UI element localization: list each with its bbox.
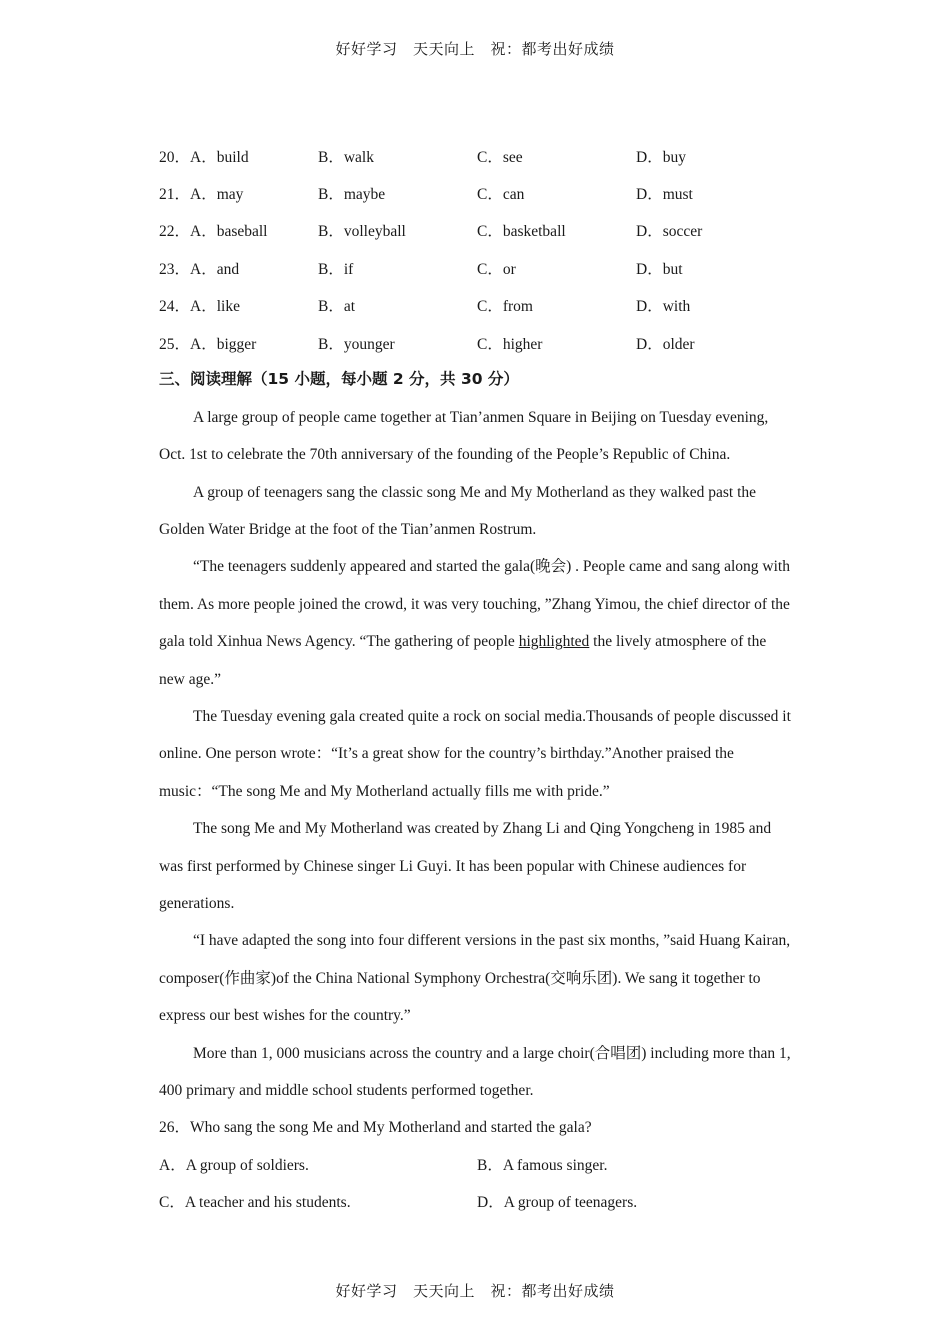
option-a: 21．A．may	[159, 186, 244, 204]
option-c: C．higher	[477, 335, 543, 353]
option-b: B．if	[318, 260, 354, 278]
option-d: D．must	[636, 186, 693, 204]
option-d: D．but	[636, 260, 683, 278]
option-a: 23．A．and	[159, 260, 240, 278]
section-title: 三、阅读理解（15 小题，每小题 2 分，共 30 分）	[159, 370, 519, 389]
passage-paragraph: The Tuesday evening gala created quite a rock on social media.Thousands of people discussed it online. One person wrote：“It’s a great show for the country’s birthday.”Another praised the music：“The song Me and My Motherland actually fills me with pride.”	[159, 707, 791, 800]
page-header: 好好学习 天天向上 祝：都考出好成绩	[335, 40, 615, 58]
passage-paragraph: A large group of people came together at Tian’anmen Square in Beijing on Tuesday evening, Oct. 1st to celebrate the 70th anniversary of the founding of the People’s Republic of China.	[159, 408, 769, 464]
answer-option-c: C．A teacher and his students.	[159, 1194, 351, 1212]
option-a: 22．A．baseball	[159, 223, 268, 241]
question-options-row	[159, 174, 795, 211]
passage-paragraph: “I have adapted the song into four different versions in the past six months, ”said Huang Kairan, composer(作曲家)of the China National Symphony Orchestra(交响乐团). We sang it together to express our best wishes for the country.”	[159, 932, 791, 1025]
answer-option-d: D．A group of teenagers.	[477, 1194, 638, 1212]
option-c: C．see	[477, 148, 523, 166]
question-options-row	[159, 137, 795, 174]
passage-paragraph: The song Me and My Motherland was created by Zhang Li and Qing Yongcheng in 1985 and was first performed by Chinese singer Li Guyi. It has been popular with Chinese audiences for generations.	[159, 820, 772, 913]
passage-paragraph: More than 1, 000 musicians across the country and a large choir(合唱团) including more than 1, 400 primary and middle school students performed together.	[159, 1044, 791, 1100]
option-d: D．with	[636, 298, 691, 316]
option-a: 24．A．like	[159, 298, 240, 316]
option-b: B．at	[318, 298, 356, 316]
underlined-word: highlighted	[518, 633, 590, 651]
passage-paragraph: A group of teenagers sang the classic song Me and My Motherland as they walked past the Golden Water Bridge at the foot of the Tian’anmen Rostrum.	[159, 483, 757, 538]
option-d: D．soccer	[636, 223, 703, 241]
question-options-row	[159, 249, 795, 286]
question-options-row	[159, 324, 795, 361]
question-options-row	[159, 287, 795, 324]
option-c: C．basketball	[477, 223, 566, 241]
page-footer: 好好学习 天天向上 祝：都考出好成绩	[335, 1282, 615, 1300]
option-d: D．older	[636, 335, 695, 353]
answer-row	[159, 1147, 795, 1184]
option-c: C．or	[477, 260, 516, 278]
question-options-row	[159, 212, 795, 249]
option-c: C．from	[477, 298, 533, 316]
answer-option-a: A．A group of soldiers.	[159, 1156, 309, 1174]
option-c: C．can	[477, 186, 525, 204]
answer-option-b: B．A famous singer.	[477, 1156, 608, 1174]
passage-paragraph: “The teenagers suddenly appeared and started the gala(晚会) . People came and sang along with them. As more people joined the crowd, it was very touching, ”Zhang Yimou, the chief director of the gala told Xinhua News Agency. “The gathering of people highlighted the lively atmosphere of the new age.”	[159, 558, 790, 688]
option-b: B．younger	[318, 335, 395, 353]
answer-row	[159, 1184, 795, 1221]
option-b: B．volleyball	[318, 223, 406, 241]
option-b: B．walk	[318, 148, 374, 166]
option-d: D．buy	[636, 148, 686, 166]
question-stem: 26．Who sang the song Me and My Motherland and started the gala?	[159, 1119, 592, 1137]
option-a: 25．A．bigger	[159, 335, 257, 353]
option-a: 20．A．build	[159, 148, 249, 166]
document-body	[159, 137, 795, 1222]
option-b: B．maybe	[318, 186, 386, 204]
